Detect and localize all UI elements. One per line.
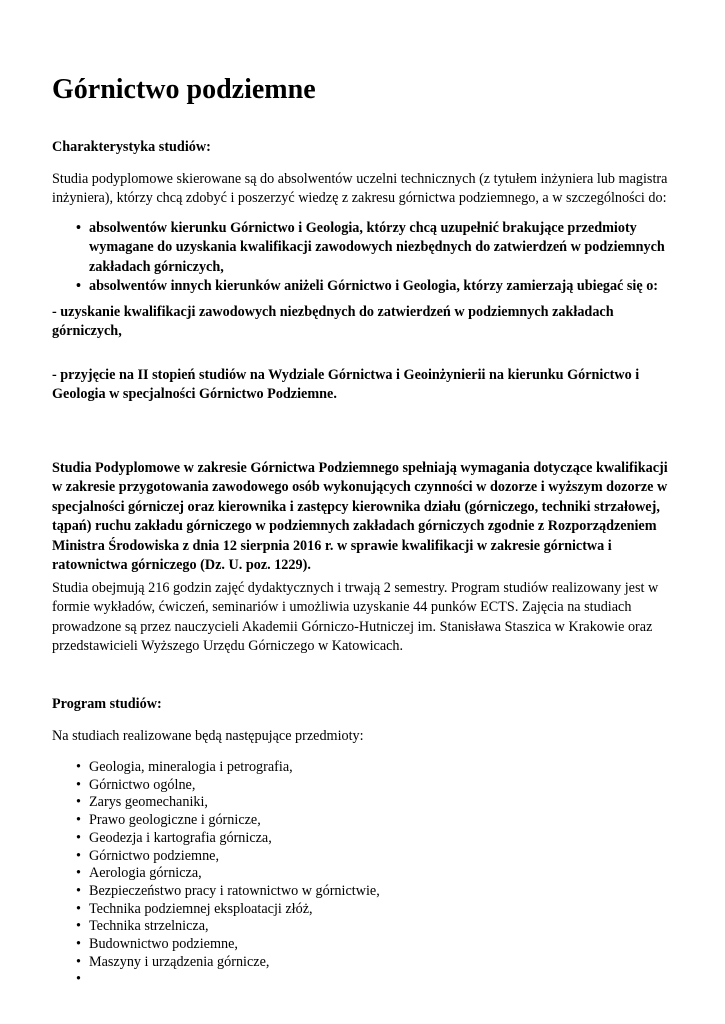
subject-item: • Geologia, mineralogia i petrografia,: [52, 759, 677, 777]
subject-item: • Technika strzelnicza,: [52, 918, 677, 936]
subject-item-empty: [52, 971, 677, 989]
characteristics-intro: Studia podyplomowe skierowane są do absolwentów uczelni technicznych (z tytułem inżyniera lub magistra inżyniera), którzy chcą zdobyć i poszerzyć wiedzę z zakresu górnictwa podziemnego, a w szczególności do:: [52, 171, 668, 207]
page-title: Górnictwo podziemne: [52, 74, 316, 105]
subject-item: • Budownictwo podziemne,: [52, 936, 677, 954]
requirements-paragraph: Studia Podyplomowe w zakresie Górnictwa Podziemnego spełniają wymagania dotyczące kwalifikacji w zakresie przygotowania zawodowego osób wykonujących czynności w dozorze i wyższym dozorze w specjalności górniczej oraz kierownika i zastępcy kierownika działu (górniczego, techniki strzałowej, tąpań) ruchu zakładu górniczego w podziemnych zakładach górniczych zgodnie z Rozporządzeniem Ministra Środowiska z dnia 12 sierpnia 2016 r. w sprawie kwalifikacji w zakresie górnictwa i ratownictwa górniczego (Dz. U. poz. 1229).: [52, 460, 668, 574]
goal-qualifications: - uzyskanie kwalifikacji zawodowych niezbędnych do zatwierdzeń w podziemnych zakładach górniczych,: [52, 304, 614, 340]
audience-list: [52, 219, 677, 297]
program-heading: Program studiów:: [52, 696, 162, 712]
study-details-paragraph: Studia obejmują 216 godzin zajęć dydaktycznych i trwają 2 semestry. Program studiów realizowany jest w formie wykładów, ćwiczeń, seminariów i umożliwia uzyskanie 44 punków ECTS. Zajęcia na studiach prowadzone są przez nauczycieli Akademii Górniczo-Hutniczej im. Stanisława Staszica w Krakowie oraz przedstawicieli Wyższego Urzędu Górniczego w Katowicach.: [52, 580, 659, 655]
subject-item: • Górnictwo ogólne,: [52, 777, 677, 795]
characteristics-heading: Charakterystyka studiów:: [52, 139, 211, 155]
subject-item: • Aerologia górnicza,: [52, 865, 677, 883]
subject-item: • Prawo geologiczne i górnicze,: [52, 812, 677, 830]
subject-item: • Górnictwo podziemne,: [52, 848, 677, 866]
goal-second-degree: - przyjęcie na II stopień studiów na Wydziale Górnictwa i Geoinżynierii na kierunku Górnictwo i Geologia w specjalności Górnictwo Podziemne.: [52, 367, 640, 403]
audience-item: • absolwentów innych kierunków aniżeli Górnictwo i Geologia, którzy zamierzają ubiegać się o:: [52, 277, 677, 296]
subject-item: • Bezpieczeństwo pracy i ratownictwo w górnictwie,: [52, 883, 677, 901]
subject-item: • Geodezja i kartografia górnicza,: [52, 830, 677, 848]
subject-item: • Technika podziemnej eksploatacji złóż,: [52, 901, 677, 919]
program-intro: Na studiach realizowane będą następujące przedmioty:: [52, 728, 364, 744]
audience-item: • absolwentów kierunku Górnictwo i Geologia, którzy chcą uzupełnić brakujące przedmioty wymagane do uzyskania kwalifikacji zawodowych niezbędnych do zatwierdzeń w podziemnych zakładach górniczych,: [52, 219, 677, 277]
subject-item: • Zarys geomechaniki,: [52, 794, 677, 812]
subject-item: • Maszyny i urządzenia górnicze,: [52, 954, 677, 972]
subjects-list: [52, 759, 677, 989]
